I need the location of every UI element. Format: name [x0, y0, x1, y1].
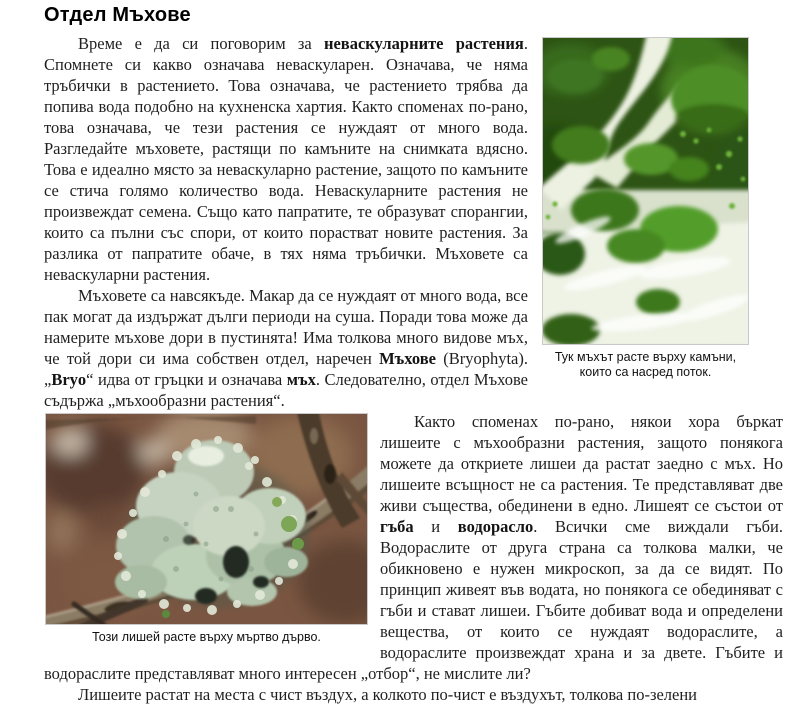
figure-moss-stream: [542, 37, 749, 380]
bold-term-moss: мъх: [286, 370, 316, 389]
figure-lichen: [45, 413, 368, 645]
moss-caption: Тук мъхът расте върху камъни, които са насред поток.: [554, 350, 737, 379]
text-run: Мъховете са навсякъде. Макар да се нуждаят от много вода, все пак могат да издържат дълги периоди на суша. Поради това може да намерите мъхове дори в пустинята! Има толкова много видове мъх, че той дори си има собствен отдел, наречен: [44, 286, 528, 368]
lichen-photo: [45, 413, 368, 625]
text-run: и: [413, 517, 458, 536]
text-run: Време е да си поговорим за: [78, 34, 324, 53]
page-content: [44, 4, 783, 705]
bold-term-alga: водорасло: [457, 517, 534, 536]
text-run: . Спомнете си какво означава неваскуларен. Означава, че няма тръбички в растението. Това означава, че растението трябва да попива вода подобно на кухненска хартия. Както споменах по-рано, това означава, че тези растения се нуждаят от много вода. Разгледайте мъховете, растящи по камъните на снимката вдясно. Това е идеално място за неваскуларно растение, защото по камъните се стича голямо количество вода. Неваскуларните растения не произвеждат семена. Също като папратите, те образуват спорангии, които са пълни със спори, от които порастват новите растения. За разлика от папратите обаче, в тях няма тръбички. Мъховете са неваскуларни растения.: [44, 34, 528, 284]
page-title: Отдел Мъхове: [44, 4, 191, 26]
text-run: . Всички сме виждали гъби. Водораслите от друга страна са толкова малки, че обикновено е нужен микроскоп, за да се видят. По принцип живеят във водата, но понякога се обединяват с гъби и стават лишеи. Гъбите добиват вода и определени вещества, от които се нуждаят водораслите, а водораслите произвеждат храна и за двете. Гъбите и водораслите представляват много интересен „отбор“, не мислите ли?: [44, 517, 783, 683]
bold-term-bryo: Bryo: [51, 370, 87, 389]
bold-term-mosses: Мъхове: [379, 349, 436, 368]
paragraph-4: [44, 684, 783, 705]
text-run: Лишеите растат на места с чист въздух, а колкото по-чист е въздухът, толкова по-зелени: [78, 685, 698, 704]
text-run: Както споменах по-рано, някои хора бъркат лишеите с мъхообразни растения, защото понякога можете да откриете лишеи да растат заедно с мъх. Но лишеите всъщност не са растения. Те представляват две живи същества, обединени в едно. Лишеят се състои от: [380, 412, 783, 515]
lichen-caption: Този лишей расте върху мъртво дърво.: [92, 630, 321, 644]
text-run: . Следователно, отдел Мъхове съдържа „мъхообразни растения“.: [44, 370, 528, 410]
moss-stream-photo: [542, 37, 749, 345]
text-run: “ идва от гръцки и означава: [86, 370, 287, 389]
bold-term-nonvascular-plants: неваскуларните растения: [323, 34, 524, 53]
bold-term-fungus: гъба: [380, 517, 414, 536]
text-run: (Bryophyta). „: [44, 349, 528, 389]
